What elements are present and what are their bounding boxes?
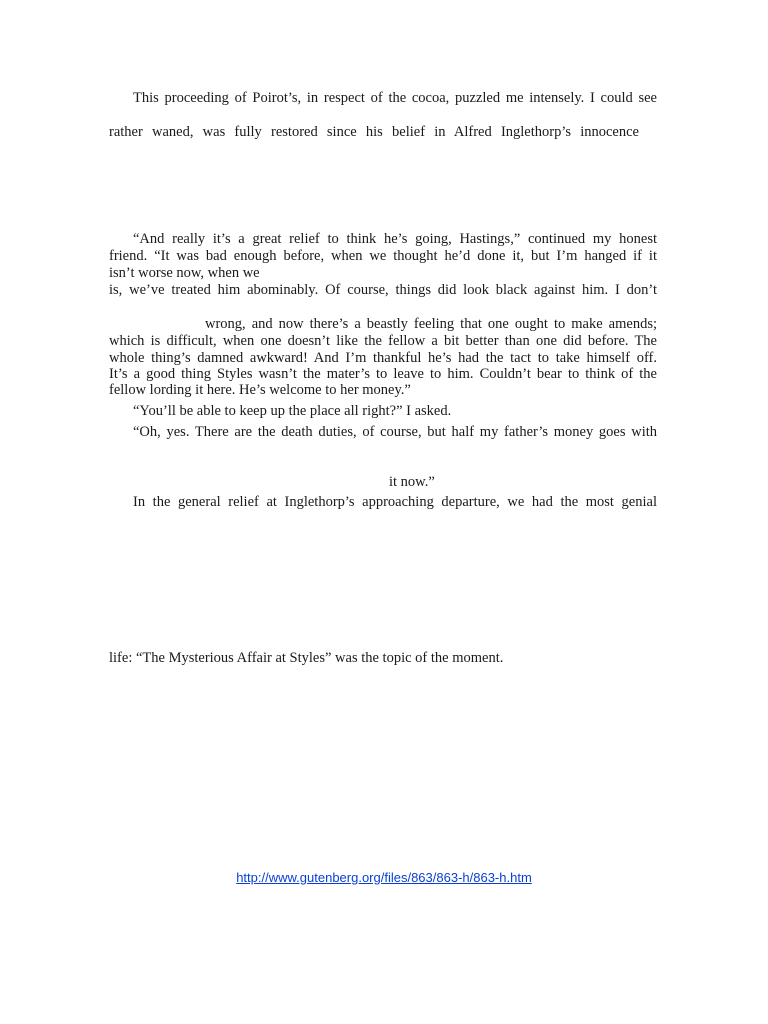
text-line-7: wrong, and now there’s a beastly feeling that one ought to make amends; — [205, 316, 657, 332]
text-line-11: fellow lording it here. He’s welcome to her money.” — [109, 382, 411, 398]
text-line-9: whole thing’s damned awkward! And I’m thankful he’s had the tact to take himself off. — [109, 350, 657, 366]
text-line-12: “You’ll be able to keep up the place all right?” I asked. — [133, 403, 452, 419]
text-line-5: isn’t worse now, when we — [109, 265, 260, 281]
text-line-6: is, we’ve treated him abominably. Of course, things did look black against him. I don’t — [109, 282, 657, 298]
text-line-1: This proceeding of Poirot’s, in respect of the cocoa, puzzled me intensely. I could see — [133, 90, 657, 106]
text-line-8: which is difficult, when one doesn’t like the fellow a bit better than one did before. The — [109, 333, 657, 349]
text-line-2: rather waned, was fully restored since his belief in Alfred Inglethorp’s innocence — [109, 124, 639, 140]
text-line-16: life: “The Mysterious Affair at Styles” was the topic of the moment. — [109, 650, 504, 666]
text-line-4: friend. “It was bad enough before, when we thought he’d done it, but I’m hanged if it — [109, 248, 657, 264]
text-line-3: “And really it’s a great relief to think he’s going, Hastings,” continued my honest — [133, 231, 657, 247]
text-line-14: it now.” — [389, 474, 435, 490]
text-line-15: In the general relief at Inglethorp’s approaching departure, we had the most genial — [133, 494, 657, 510]
gutenberg-link[interactable]: http://www.gutenberg.org/files/863/863-h/863-h.htm — [236, 870, 532, 885]
text-line-13: “Oh, yes. There are the death duties, of course, but half my father’s money goes with — [133, 424, 657, 440]
text-line-10: It’s a good thing Styles wasn’t the mater’s to leave to him. Couldn’t bear to think of the — [109, 366, 657, 382]
